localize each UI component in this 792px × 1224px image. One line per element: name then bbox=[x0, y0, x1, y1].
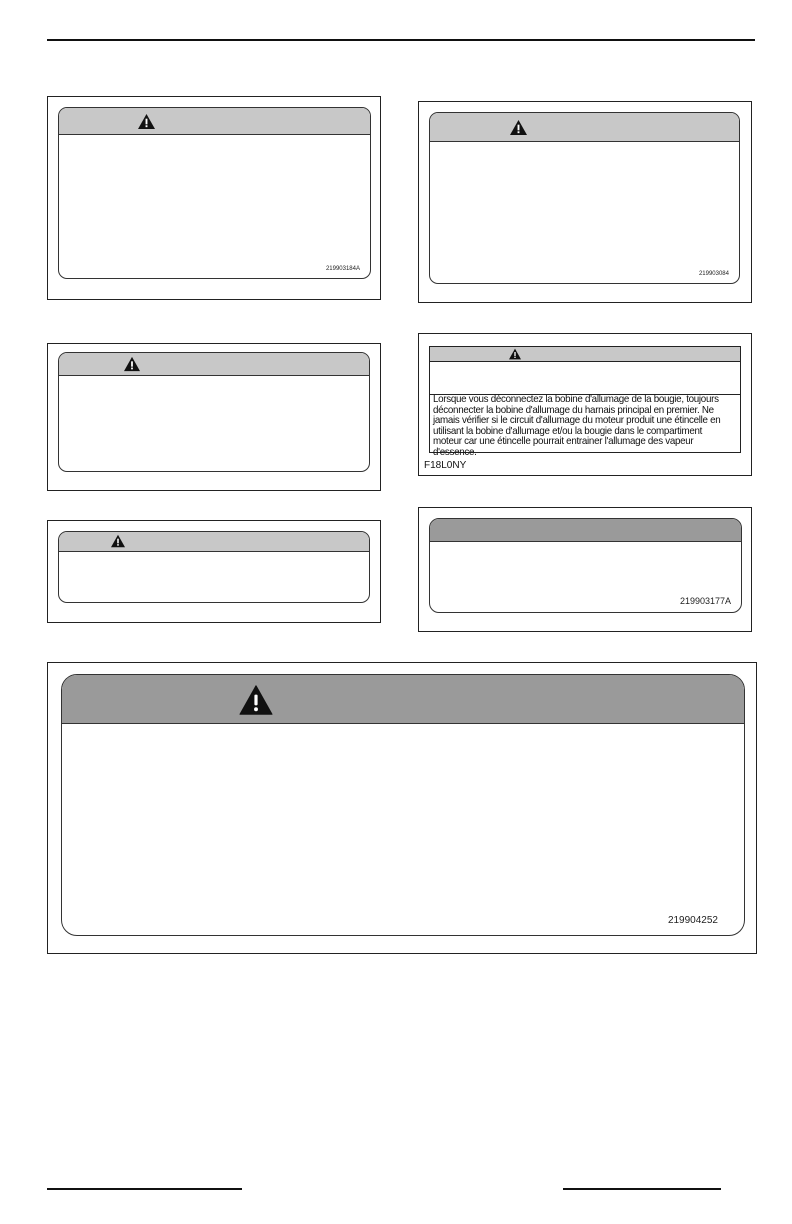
figure-code: F18L0NY bbox=[424, 460, 467, 471]
header-rule bbox=[47, 39, 755, 41]
label-frame-french bbox=[418, 333, 752, 476]
warning-header bbox=[62, 675, 744, 724]
warning-header bbox=[430, 113, 739, 142]
notice-header bbox=[430, 519, 741, 542]
label-code: 219903184A bbox=[325, 266, 360, 272]
footer-rule-left bbox=[47, 1188, 242, 1190]
footer-rule-right bbox=[563, 1188, 721, 1190]
label-frame-middle-left bbox=[47, 343, 381, 491]
warning-triangle-icon bbox=[238, 684, 274, 716]
warning-header bbox=[430, 347, 740, 362]
warning-triangle-icon bbox=[123, 356, 141, 372]
warning-header bbox=[59, 353, 369, 376]
warning-header bbox=[59, 532, 369, 552]
warning-triangle-icon bbox=[137, 113, 156, 130]
label-frame-top-left bbox=[47, 96, 381, 300]
warning-label-top-right bbox=[429, 112, 740, 284]
warning-label-small-left bbox=[58, 531, 370, 603]
label-frame-small-left bbox=[47, 520, 381, 623]
warning-label-middle-left bbox=[58, 352, 370, 472]
label-frame-top-right bbox=[418, 101, 752, 303]
warning-label-french bbox=[429, 346, 741, 458]
notice-label bbox=[429, 518, 742, 613]
label-blank-row bbox=[430, 361, 740, 395]
label-code: 219903177A bbox=[679, 596, 731, 606]
warning-label-top-left bbox=[58, 107, 371, 279]
warning-triangle-icon bbox=[508, 348, 522, 360]
warning-triangle-icon bbox=[509, 119, 528, 136]
label-code: 219903084 bbox=[698, 271, 729, 277]
warning-label-large bbox=[61, 674, 745, 936]
french-warning-text: Lorsque vous déconnectez la bobine d'allumage de la bougie, toujours déconnecter la bobine d'allumage du harnais principal en premier. Ne jamais vérifier si le circuit d'allumage du moteur produit une étincelle en utilisant la bobine d'allumage et/ou la bougie dans le compartiment moteur car une étincelle pourrait entrainer l'allumage des vapeur d'essence. bbox=[433, 394, 721, 458]
warning-header bbox=[59, 108, 370, 135]
label-frame-large bbox=[47, 662, 757, 954]
label-frame-notice bbox=[418, 507, 752, 632]
warning-triangle-icon bbox=[110, 534, 126, 548]
label-code: 219904252 bbox=[667, 915, 718, 926]
